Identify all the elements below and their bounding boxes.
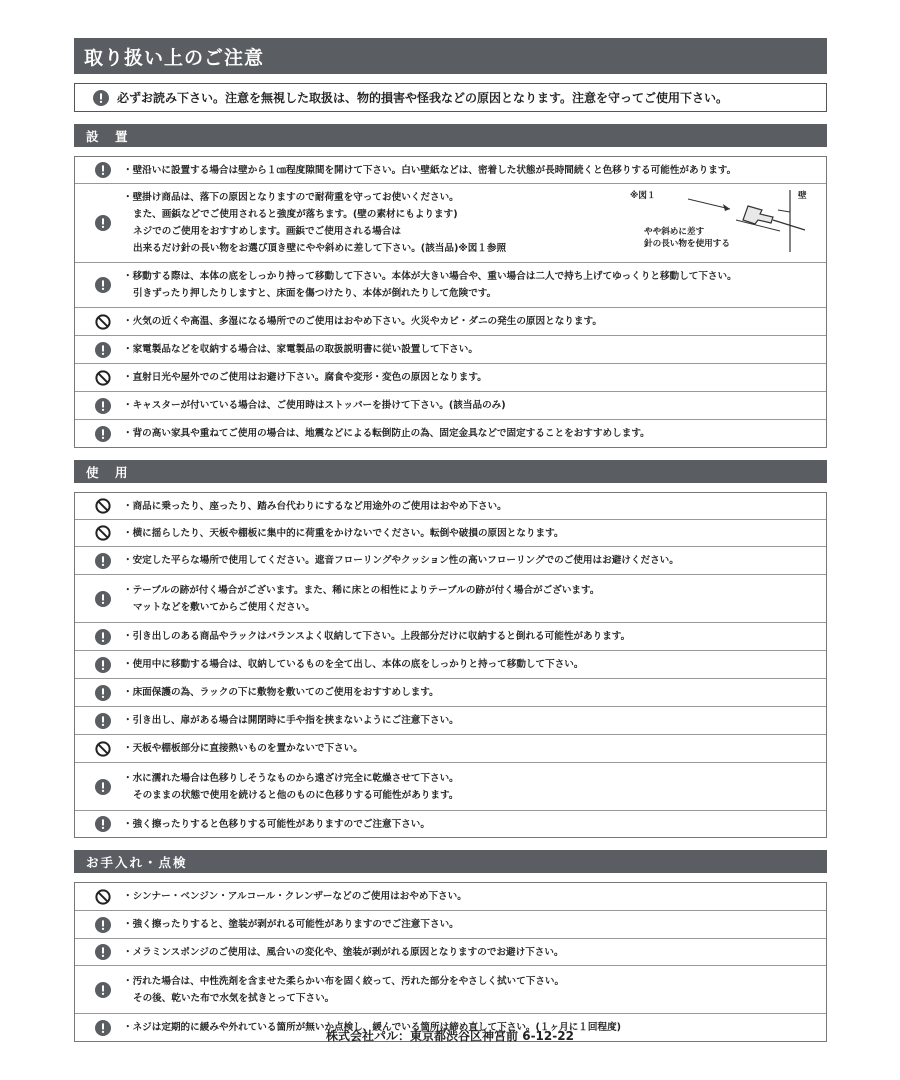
caution-icon xyxy=(95,162,111,178)
list-item xyxy=(75,651,826,679)
item-text xyxy=(75,770,459,804)
page-title xyxy=(74,38,827,74)
item-line: ・汚れた場合は、中性洗剤を含ませた柔らかい布を固く絞って、汚れた部分をやさしく拭いて下さい。 xyxy=(123,975,565,987)
item-text xyxy=(75,525,564,542)
item-line: その後、乾いた布で水気を拭きとって下さい。 xyxy=(133,992,335,1004)
section-heading: お手入れ・点検 xyxy=(74,850,827,873)
item-text xyxy=(75,816,430,833)
list-item xyxy=(75,811,826,837)
item-line: ・移動する際は、本体の底をしっかり持って移動して下さい。本体が大きい場合や、重い場合は二人で持ち上げてゆっくりと移動して下さい。 xyxy=(123,271,737,282)
prohibit-icon xyxy=(95,889,111,905)
item-line: ・直射日光や屋外でのご使用はお避け下さい。腐食や変形・変色の原因となります。 xyxy=(123,372,487,383)
item-line: ・キャスターが付いている場合は、ご使用時はストッパーを掛けて下さい。(該当品のみ) xyxy=(123,400,506,411)
prohibit-icon xyxy=(95,498,111,514)
item-line: ・ネジは定期的に緩みや外れている箇所が無いか点検し、緩んでいる箇所は締め直して下さい。(１ヶ月に１回程度) xyxy=(123,1022,622,1033)
item-line: ・横に揺らしたり、天板や棚板に集中的に荷重をかけないでください。転倒や破損の原因となります。 xyxy=(123,527,564,539)
prohibit-icon xyxy=(95,741,111,757)
prohibit-icon xyxy=(95,370,111,386)
item-line: ・家電製品などを収納する場合は、家電製品の取扱説明書に従い設置して下さい。 xyxy=(123,344,478,355)
item-line: また、画鋲などでご使用されると強度が落ちます。(壁の素材にもよります) xyxy=(133,209,458,220)
list-item xyxy=(75,493,826,520)
item-text xyxy=(75,498,507,515)
item-text xyxy=(75,162,736,179)
item-line: ネジでのご使用をおすすめします。画鋲でご使用される場合は xyxy=(133,226,401,237)
item-line: ・引き出し、扉がある場合は開閉時に手や指を挟まないようにご注意下さい。 xyxy=(123,715,459,726)
item-line: ・引き出しのある商品やラックはバランスよく収納して下さい。上段部分だけに収納すると倒れる可能性があります。 xyxy=(123,631,631,642)
caution-icon xyxy=(95,779,111,795)
item-line: ・水に濡れた場合は色移りしそうなものから遠ざけ完全に乾燥させて下さい。 xyxy=(123,772,459,784)
section-heading: 設 置 xyxy=(74,124,827,147)
list-item xyxy=(75,939,826,966)
pushpin-figure xyxy=(630,190,810,252)
caution-icon xyxy=(95,944,111,960)
item-text xyxy=(75,684,439,701)
list-item xyxy=(75,184,826,263)
list-item xyxy=(75,263,826,308)
list-item xyxy=(75,735,826,763)
item-text xyxy=(75,712,459,729)
list-item xyxy=(75,623,826,651)
item-text xyxy=(75,916,459,933)
item-line: 引きずったり押したりしますと、床面を傷つけたり、本体が倒れたりして危険です。 xyxy=(133,288,497,299)
item-line: ・火気の近くや高温、多湿になる場所でのご使用はおやめ下さい。火災やカビ・ダニの発生の原因となります。 xyxy=(123,316,602,327)
item-line: ・シンナー・ベンジン・アルコール・クレンザーなどのご使用はおやめ下さい。 xyxy=(123,891,467,902)
list-item xyxy=(75,883,826,911)
item-line: そのままの状態で使用を続けると他のものに色移りする可能性があります。 xyxy=(133,789,459,801)
item-text xyxy=(75,369,487,386)
item-line: ・床面保護の為、ラックの下に敷物を敷いてのご使用をおすすめします。 xyxy=(123,687,439,698)
list-item xyxy=(75,911,826,939)
caution-icon xyxy=(95,685,111,701)
list-item xyxy=(75,679,826,707)
caution-icon xyxy=(95,398,111,414)
figure-caption-line2: 針の長い物を使用する xyxy=(644,239,730,249)
caution-icon xyxy=(95,629,111,645)
list-item xyxy=(75,575,826,623)
section-rows xyxy=(74,156,827,448)
caution-icon xyxy=(95,982,111,998)
item-text xyxy=(75,425,650,442)
notice-text: 必ずお読み下さい。注意を無視した取扱は、物的損害や怪我などの原因となります。注意を守ってご使用下さい。 xyxy=(117,91,729,105)
page-title-text: 取り扱い上のご注意 xyxy=(84,46,265,69)
item-text xyxy=(75,189,506,257)
item-line: ・天板や棚板部分に直接熱いものを置かないで下さい。 xyxy=(123,743,363,754)
wall-label: 壁 xyxy=(798,191,807,201)
item-line: ・壁沿いに設置する場合は壁から１㎝程度隙間を開けて下さい。白い壁紙などは、密着した状態が長時間続くと色移りする可能性があります。 xyxy=(123,164,737,176)
item-text xyxy=(75,888,467,905)
prohibit-icon xyxy=(95,525,111,541)
list-item xyxy=(75,520,826,547)
section-rows xyxy=(74,882,827,1042)
item-line: ・商品に乗ったり、座ったり、踏み台代わりにするなど用途外のご使用はおやめ下さい。 xyxy=(123,500,507,512)
item-text xyxy=(75,740,363,757)
item-text xyxy=(75,552,679,569)
item-line: ・テーブルの跡が付く場合がございます。また、稀に床との相性によりテーブルの跡が付く場合がございます。 xyxy=(123,584,600,596)
item-line: ・背の高い家具や重ねてご使用の場合は、地震などによる転倒防止の為、固定金具などで固定することをおすすめします。 xyxy=(123,428,650,439)
caution-icon xyxy=(95,553,111,569)
figure-label: ※図１ xyxy=(630,191,656,201)
list-item xyxy=(75,392,826,420)
item-text xyxy=(75,313,602,330)
list-item xyxy=(75,547,826,575)
caution-icon xyxy=(95,657,111,673)
prohibit-icon xyxy=(95,314,111,330)
sections-container xyxy=(74,124,827,1042)
list-item xyxy=(75,336,826,364)
item-text xyxy=(75,397,506,414)
list-item xyxy=(75,763,826,811)
item-line: 出来るだけ針の長い物をお選び頂き壁にやや斜めに差して下さい。(該当品)※図１参照 xyxy=(133,243,507,254)
item-text xyxy=(75,944,564,961)
caution-icon xyxy=(95,277,111,293)
item-line: ・安定した平らな場所で使用してください。遮音フローリングやクッション性の高いフローリングでのご使用はお避けください。 xyxy=(123,555,679,566)
item-text xyxy=(75,656,584,673)
section-rows xyxy=(74,492,827,838)
document xyxy=(74,38,827,1042)
item-line: ・強く擦ったりすると、塗装が剥がれる可能性がありますのでご注意下さい。 xyxy=(123,919,459,930)
item-text xyxy=(75,341,478,358)
caution-icon xyxy=(95,713,111,729)
item-text xyxy=(75,973,564,1007)
list-item xyxy=(75,157,826,184)
section-heading: 使 用 xyxy=(74,460,827,483)
caution-icon xyxy=(95,215,111,231)
caution-icon xyxy=(93,90,109,106)
item-line: ・強く擦ったりすると色移りする可能性がありますのでご注意下さい。 xyxy=(123,818,430,830)
item-line: ・メラミンスポンジのご使用は、風合いの変化や、塗装が剥がれる原因となりますのでお避け下さい。 xyxy=(123,946,564,958)
notice-box xyxy=(74,83,827,112)
list-item xyxy=(75,308,826,336)
list-item xyxy=(75,707,826,735)
caution-icon xyxy=(95,816,111,832)
list-item xyxy=(75,364,826,392)
item-line: マットなどを敷いてからご使用ください。 xyxy=(133,601,315,613)
item-line: ・使用中に移動する場合は、収納しているものを全て出し、本体の底をしっかりと持って移動して下さい。 xyxy=(123,659,584,670)
caution-icon xyxy=(95,917,111,933)
item-text xyxy=(75,268,737,302)
item-line: ・壁掛け商品は、落下の原因となりますので耐荷重を守ってお使いください。 xyxy=(123,192,459,203)
caution-icon xyxy=(95,342,111,358)
list-item xyxy=(75,966,826,1014)
list-item xyxy=(75,420,826,447)
item-text xyxy=(75,582,599,616)
footer-address: 株式会社パル：東京都渋谷区神宮前 6-12-22 xyxy=(326,1029,574,1043)
caution-icon xyxy=(95,591,111,607)
caution-icon xyxy=(95,426,111,442)
figure-caption-line1: やや斜めに差す xyxy=(644,227,705,237)
item-text xyxy=(75,628,630,645)
